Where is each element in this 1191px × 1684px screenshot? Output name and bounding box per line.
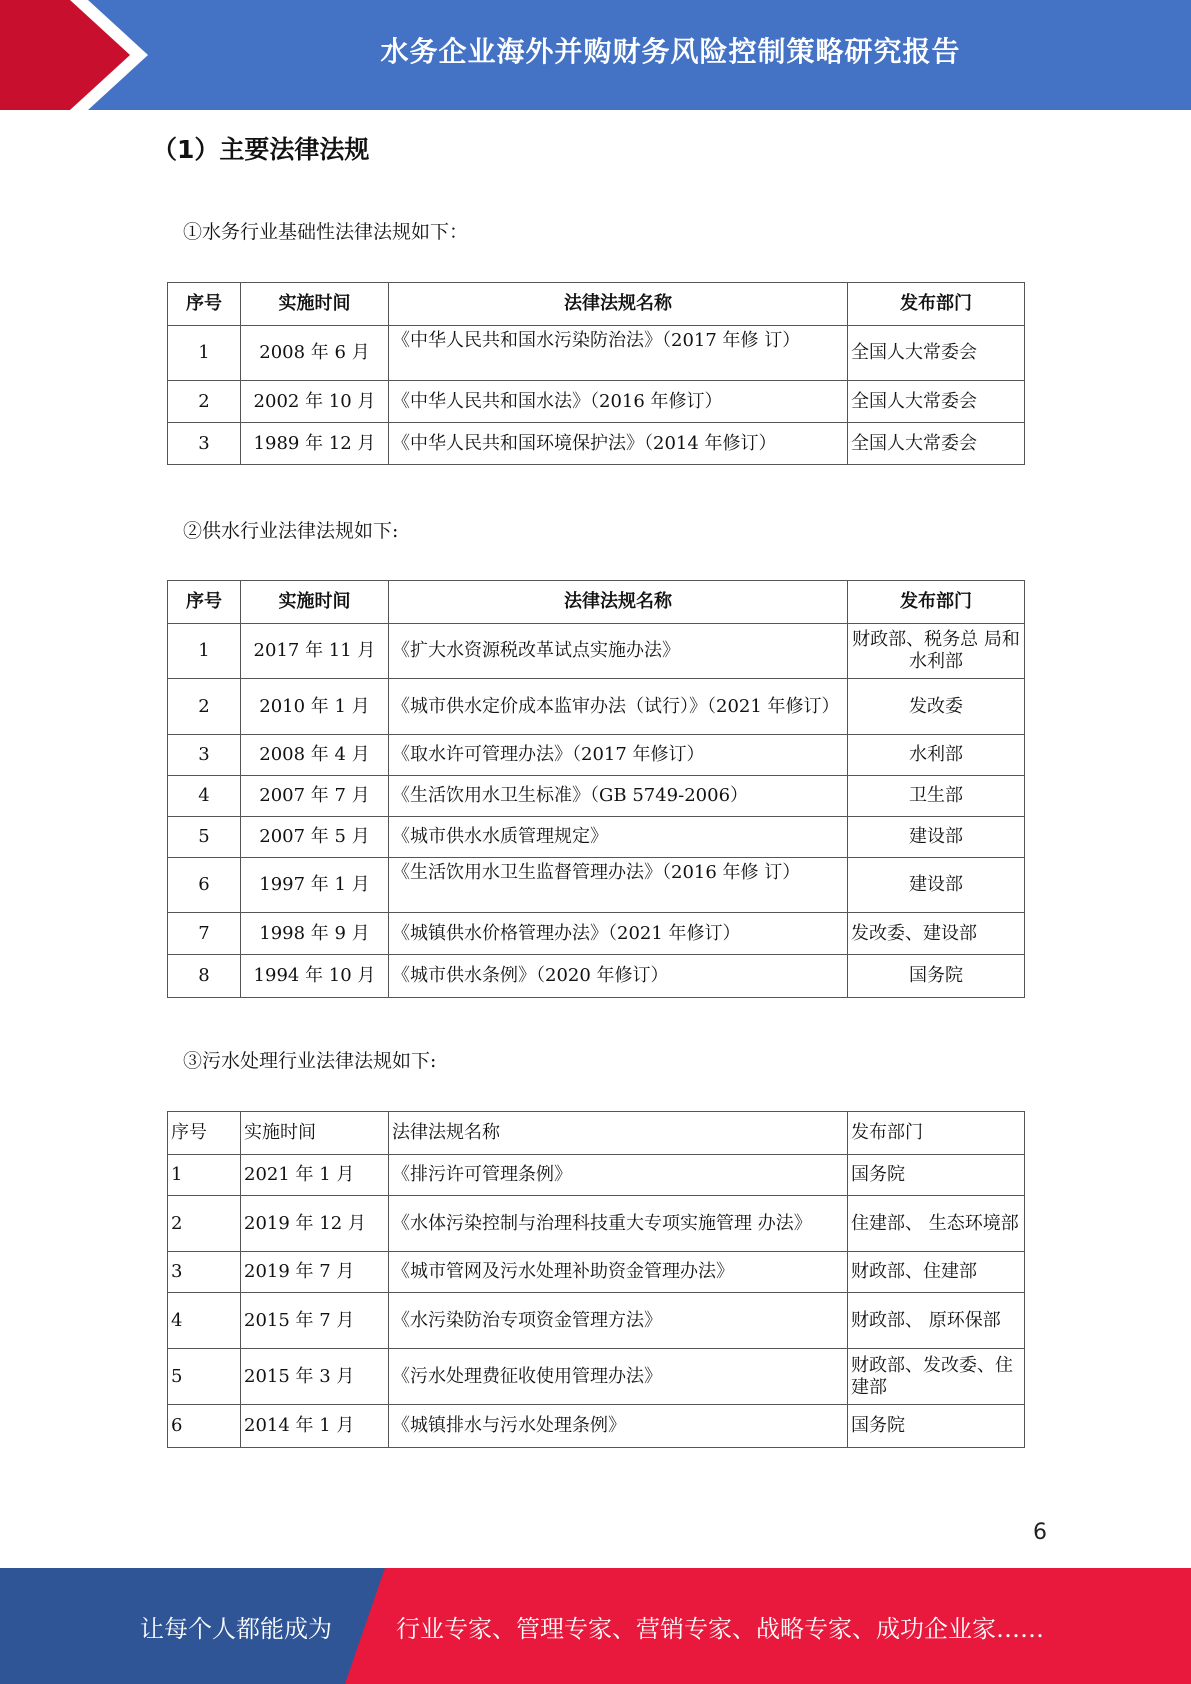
col-header-dept: 发布部门 bbox=[848, 283, 1025, 326]
table-row bbox=[168, 1155, 1025, 1196]
cell-no: 8 bbox=[168, 955, 241, 998]
cell-no: 2 bbox=[168, 1196, 241, 1252]
table-row bbox=[168, 1405, 1025, 1448]
col-header-name: 法律法规名称 bbox=[389, 283, 848, 326]
cell-name: 《水体污染控制与治理科技重大专项实施管理 办法》 bbox=[389, 1196, 848, 1252]
table-row bbox=[168, 955, 1025, 998]
cell-no: 1 bbox=[168, 624, 241, 679]
cell-no: 5 bbox=[168, 817, 241, 858]
section-title: （1）主要法律法规 bbox=[152, 135, 370, 164]
table-row bbox=[168, 1293, 1025, 1349]
cell-no: 1 bbox=[168, 1155, 241, 1196]
cell-no: 2 bbox=[168, 381, 241, 423]
cell-date: 2019 年 12 月 bbox=[241, 1196, 389, 1252]
col-header-dept: 发布部门 bbox=[848, 1112, 1025, 1155]
cell-name: 《城镇供水价格管理办法》（2021 年修订） bbox=[389, 913, 848, 955]
cell-date: 2015 年 3 月 bbox=[241, 1349, 389, 1405]
cell-no: 5 bbox=[168, 1349, 241, 1405]
cell-dept: 全国人大常委会 bbox=[848, 423, 1025, 465]
cell-date: 2008 年 4 月 bbox=[241, 735, 389, 776]
table-row bbox=[168, 624, 1025, 679]
cell-name: 《取水许可管理办法》（2017 年修订） bbox=[389, 735, 848, 776]
page-number: 6 bbox=[1033, 1520, 1047, 1545]
table-row bbox=[168, 858, 1025, 913]
cell-dept: 卫生部 bbox=[848, 776, 1025, 817]
cell-name: 《城市供水水质管理规定》 bbox=[389, 817, 848, 858]
cell-no: 3 bbox=[168, 735, 241, 776]
cell-name: 《水污染防治专项资金管理方法》 bbox=[389, 1293, 848, 1349]
cell-name: 《扩大水资源税改革试点实施办法》 bbox=[389, 624, 848, 679]
cell-name: 《生活饮用水卫生监督管理办法》（2016 年修 订） bbox=[389, 858, 848, 913]
cell-date: 1989 年 12 月 bbox=[241, 423, 389, 465]
table-row bbox=[168, 326, 1025, 381]
table-row bbox=[168, 381, 1025, 423]
col-header-name: 法律法规名称 bbox=[389, 1112, 848, 1155]
col-header-date: 实施时间 bbox=[241, 283, 389, 326]
cell-date: 2002 年 10 月 bbox=[241, 381, 389, 423]
cell-date: 2008 年 6 月 bbox=[241, 326, 389, 381]
cell-date: 2007 年 7 月 bbox=[241, 776, 389, 817]
table-row bbox=[168, 913, 1025, 955]
table1-intro: ①水务行业基础性法律法规如下： bbox=[183, 221, 469, 243]
cell-date: 2021 年 1 月 bbox=[241, 1155, 389, 1196]
cell-date: 2017 年 11 月 bbox=[241, 624, 389, 679]
table-wastewater-laws bbox=[167, 1111, 1025, 1448]
cell-dept: 国务院 bbox=[848, 1405, 1025, 1448]
footer-slogan-left: 让每个人都能成为 bbox=[140, 1614, 332, 1643]
cell-no: 6 bbox=[168, 1405, 241, 1448]
cell-name: 《城镇排水与污水处理条例》 bbox=[389, 1405, 848, 1448]
cell-date: 2019 年 7 月 bbox=[241, 1252, 389, 1293]
cell-date: 2015 年 7 月 bbox=[241, 1293, 389, 1349]
table-header-row bbox=[168, 581, 1025, 624]
col-header-date: 实施时间 bbox=[241, 581, 389, 624]
footer-slogan-right: 行业专家、管理专家、营销专家、战略专家、成功企业家…… bbox=[396, 1614, 1044, 1643]
table-row bbox=[168, 776, 1025, 817]
report-title: 水务企业海外并购财务风险控制策略研究报告 bbox=[380, 35, 961, 68]
cell-dept: 住建部、 生态环境部 bbox=[848, 1196, 1025, 1252]
cell-dept: 发改委、建设部 bbox=[848, 913, 1025, 955]
cell-dept: 发改委 bbox=[848, 679, 1025, 735]
cell-dept: 财政部、住建部 bbox=[848, 1252, 1025, 1293]
page-header bbox=[0, 0, 1191, 110]
cell-dept: 建设部 bbox=[848, 858, 1025, 913]
cell-date: 1998 年 9 月 bbox=[241, 913, 389, 955]
cell-date: 1994 年 10 月 bbox=[241, 955, 389, 998]
cell-date: 2007 年 5 月 bbox=[241, 817, 389, 858]
cell-no: 3 bbox=[168, 423, 241, 465]
table-row bbox=[168, 423, 1025, 465]
table3-intro: ③污水处理行业法律法规如下: bbox=[183, 1050, 437, 1072]
cell-no: 4 bbox=[168, 1293, 241, 1349]
table-header-row bbox=[168, 283, 1025, 326]
cell-dept: 全国人大常委会 bbox=[848, 381, 1025, 423]
col-header-no: 序号 bbox=[168, 283, 241, 326]
col-header-name: 法律法规名称 bbox=[389, 581, 848, 624]
table2-intro: ②供水行业法律法规如下: bbox=[183, 520, 399, 542]
cell-name: 《城市供水定价成本监审办法（试行）》（2021 年修订） bbox=[389, 679, 848, 735]
cell-name: 《城市供水条例》（2020 年修订） bbox=[389, 955, 848, 998]
table-water-supply-laws bbox=[167, 580, 1025, 998]
table-row bbox=[168, 679, 1025, 735]
cell-name: 《排污许可管理条例》 bbox=[389, 1155, 848, 1196]
col-header-dept: 发布部门 bbox=[848, 581, 1025, 624]
table-header-row bbox=[168, 1112, 1025, 1155]
table-row bbox=[168, 1196, 1025, 1252]
cell-no: 3 bbox=[168, 1252, 241, 1293]
page-footer bbox=[0, 1568, 1191, 1684]
cell-date: 2010 年 1 月 bbox=[241, 679, 389, 735]
cell-dept: 国务院 bbox=[848, 1155, 1025, 1196]
cell-no: 7 bbox=[168, 913, 241, 955]
cell-name: 《中华人民共和国水法》（2016 年修订） bbox=[389, 381, 848, 423]
table-row bbox=[168, 735, 1025, 776]
cell-dept: 水利部 bbox=[848, 735, 1025, 776]
cell-dept: 建设部 bbox=[848, 817, 1025, 858]
cell-name: 《污水处理费征收使用管理办法》 bbox=[389, 1349, 848, 1405]
cell-name: 《城市管网及污水处理补助资金管理办法》 bbox=[389, 1252, 848, 1293]
cell-name: 《生活饮用水卫生标准》（GB 5749-2006） bbox=[389, 776, 848, 817]
table-basic-laws bbox=[167, 282, 1025, 465]
col-header-no: 序号 bbox=[168, 581, 241, 624]
col-header-date: 实施时间 bbox=[241, 1112, 389, 1155]
cell-dept: 财政部、发改委、住建部 bbox=[848, 1349, 1025, 1405]
cell-name: 《中华人民共和国水污染防治法》（2017 年修 订） bbox=[389, 326, 848, 381]
cell-date: 2014 年 1 月 bbox=[241, 1405, 389, 1448]
table-row bbox=[168, 1252, 1025, 1293]
table-row bbox=[168, 817, 1025, 858]
cell-date: 1997 年 1 月 bbox=[241, 858, 389, 913]
table-row bbox=[168, 1349, 1025, 1405]
cell-dept: 财政部、税务总 局和水利部 bbox=[848, 624, 1025, 679]
cell-dept: 国务院 bbox=[848, 955, 1025, 998]
cell-dept: 全国人大常委会 bbox=[848, 326, 1025, 381]
col-header-no: 序号 bbox=[168, 1112, 241, 1155]
cell-no: 6 bbox=[168, 858, 241, 913]
cell-name: 《中华人民共和国环境保护法》（2014 年修订） bbox=[389, 423, 848, 465]
cell-dept: 财政部、 原环保部 bbox=[848, 1293, 1025, 1349]
cell-no: 2 bbox=[168, 679, 241, 735]
cell-no: 4 bbox=[168, 776, 241, 817]
cell-no: 1 bbox=[168, 326, 241, 381]
